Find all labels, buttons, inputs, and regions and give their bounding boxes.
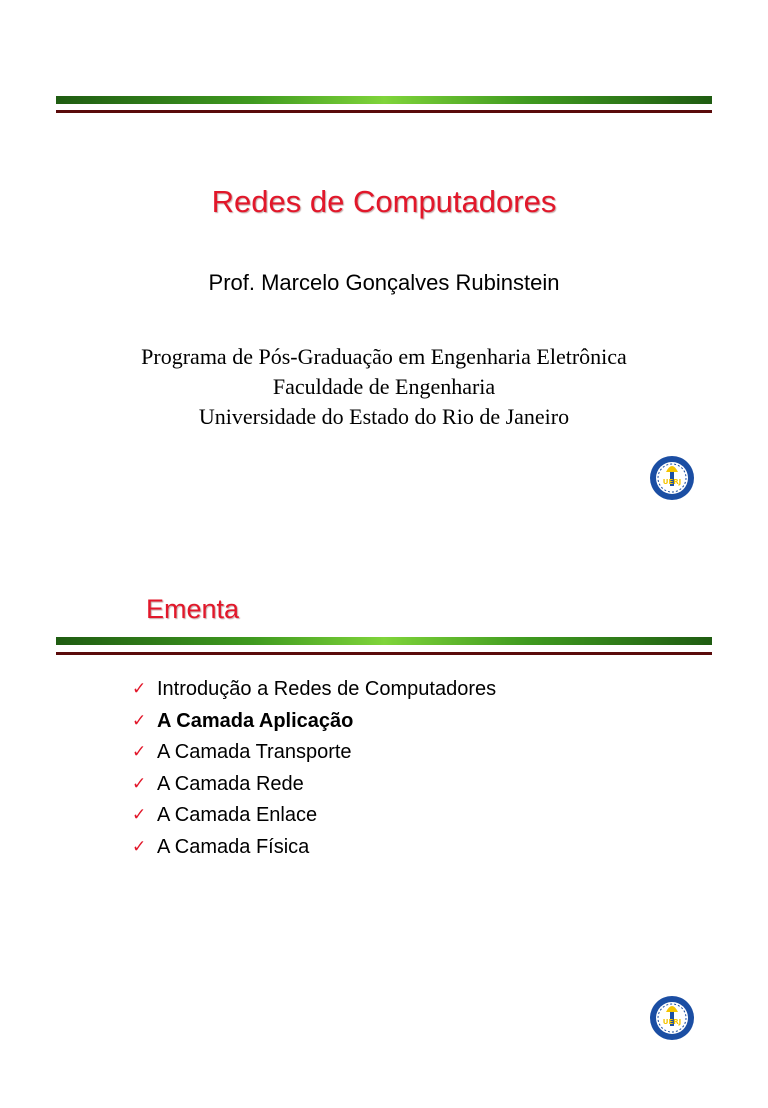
check-icon: ✓ (132, 836, 147, 857)
agenda-item-label: A Camada Rede (157, 772, 304, 795)
affiliation-block (0, 342, 768, 432)
uerj-logo-icon (648, 994, 696, 1042)
agenda-item (132, 835, 496, 867)
check-icon: ✓ (132, 773, 147, 794)
affiliation-faculty: Faculdade de Engenharia (272, 374, 496, 399)
check-icon: ✓ (132, 805, 147, 825)
agenda-item (132, 803, 496, 835)
agenda-item (132, 677, 496, 709)
slide-title-text: Redes de Computadores (211, 184, 557, 219)
agenda-list (132, 677, 496, 866)
section-title: Ementa (146, 594, 240, 624)
slide-agenda (0, 578, 768, 1108)
presenter-name: Prof. Marcelo Gonçalves Rubinstein (208, 270, 560, 295)
slide-title (0, 64, 768, 594)
affiliation-program: Programa de Pós-Graduação em Engenharia Eletrônica (141, 344, 627, 369)
agenda-item (132, 772, 496, 804)
agenda-item-label: Introdução a Redes de Computadores (157, 678, 497, 700)
agenda-item (132, 709, 496, 741)
agenda-item-label: A Camada Física (157, 835, 310, 858)
check-icon: ✓ (132, 710, 147, 731)
header-red-line (56, 652, 712, 655)
agenda-item-label: A Camada Transporte (157, 741, 352, 763)
header-green-bar (56, 96, 712, 104)
check-icon: ✓ (132, 679, 147, 699)
uerj-logo-icon (648, 454, 696, 502)
agenda-item (132, 740, 496, 772)
affiliation-university: Universidade do Estado do Rio de Janeiro (198, 404, 570, 429)
header-green-bar (56, 637, 712, 645)
agenda-item-label: A Camada Enlace (157, 804, 318, 826)
header-red-line (56, 110, 712, 113)
agenda-item-label: A Camada Aplicação (157, 709, 354, 732)
svg-text:UERJ: UERJ (662, 478, 682, 486)
svg-text:UERJ: UERJ (662, 1018, 682, 1026)
check-icon: ✓ (132, 742, 147, 762)
